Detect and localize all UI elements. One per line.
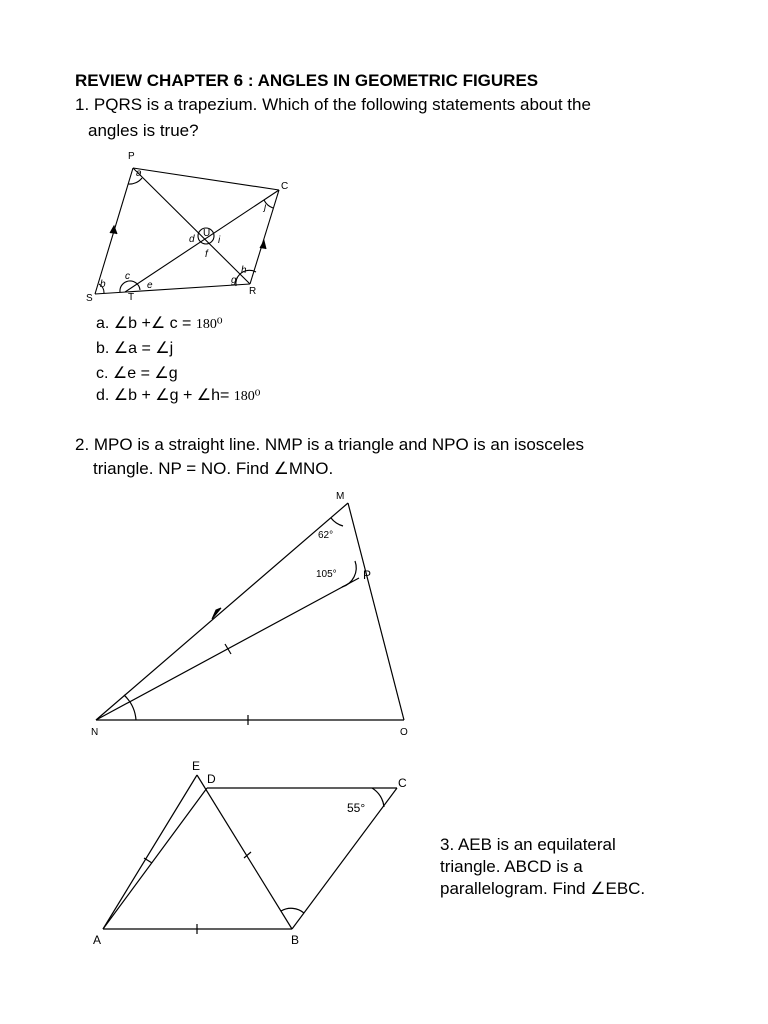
side-ad — [103, 788, 207, 929]
point-label-p: P — [128, 151, 135, 162]
point-label-c: C — [281, 181, 289, 192]
question-3-line-3: parallelogram. Find ∠EBC. — [440, 879, 646, 898]
angle-label-62: 62° — [318, 530, 334, 541]
angle-label-i: i — [218, 235, 221, 246]
option-d-text: d. ∠b + ∠g + ∠h= — [96, 387, 234, 404]
point-label-n: N — [91, 727, 99, 738]
question-3-line-2: triangle. ABCD is a — [440, 857, 583, 876]
page-title: REVIEW CHAPTER 6 : ANGLES IN GEOMETRIC FIGURES — [75, 71, 539, 90]
angle-label-h: h — [241, 265, 247, 276]
point-label-u: U — [203, 228, 211, 239]
point-label-o: O — [400, 727, 408, 738]
question-2-line-2: triangle. NP = NO. Find ∠MNO. — [93, 459, 334, 478]
point-label-d: D — [207, 772, 216, 786]
point-label-c: C — [398, 776, 407, 790]
angle-label-j: j — [264, 202, 267, 213]
angle-label-d: d — [189, 234, 195, 245]
point-label-r: R — [249, 286, 257, 297]
arc-55 — [372, 788, 384, 807]
option-d-value: 180⁰ — [233, 389, 261, 404]
option-a-text: a. ∠b +∠ c = — [96, 315, 196, 332]
angle-label-e: e — [147, 280, 153, 291]
side-ae — [103, 775, 197, 929]
angle-label-105: 105° — [316, 569, 337, 580]
point-label-s: S — [86, 293, 93, 304]
question-3-line-1: 3. AEB is an equilateral — [440, 835, 616, 854]
angle-label-c: c — [125, 271, 130, 282]
arc-ebc — [281, 908, 304, 913]
question-1-line-1: 1. PQRS is a trapezium. Which of the following statements about the — [75, 95, 591, 114]
point-label-b: B — [291, 933, 300, 947]
question-1-line-2: angles is true? — [88, 121, 199, 140]
point-label-p: P — [363, 568, 372, 582]
angle-label-g: g — [231, 275, 237, 286]
question-2-line-1: 2. MPO is a straight line. NMP is a triangle and NPO is an isosceles — [75, 435, 584, 454]
point-label-a: A — [93, 933, 102, 947]
point-label-m: M — [336, 491, 345, 502]
point-label-t: T — [128, 292, 135, 303]
angle-label-a: a — [136, 168, 142, 179]
side-cb — [292, 788, 397, 929]
angle-label-f: f — [205, 249, 208, 260]
option-a-value: 180⁰ — [195, 317, 223, 332]
point-label-e: E — [192, 759, 201, 773]
side-eb — [197, 775, 292, 929]
angle-label-b: b — [100, 279, 106, 290]
option-b-text: b. ∠a = ∠j — [96, 340, 174, 357]
option-c-text: c. ∠e = ∠g — [96, 365, 178, 382]
angle-label-55: 55° — [347, 801, 366, 815]
